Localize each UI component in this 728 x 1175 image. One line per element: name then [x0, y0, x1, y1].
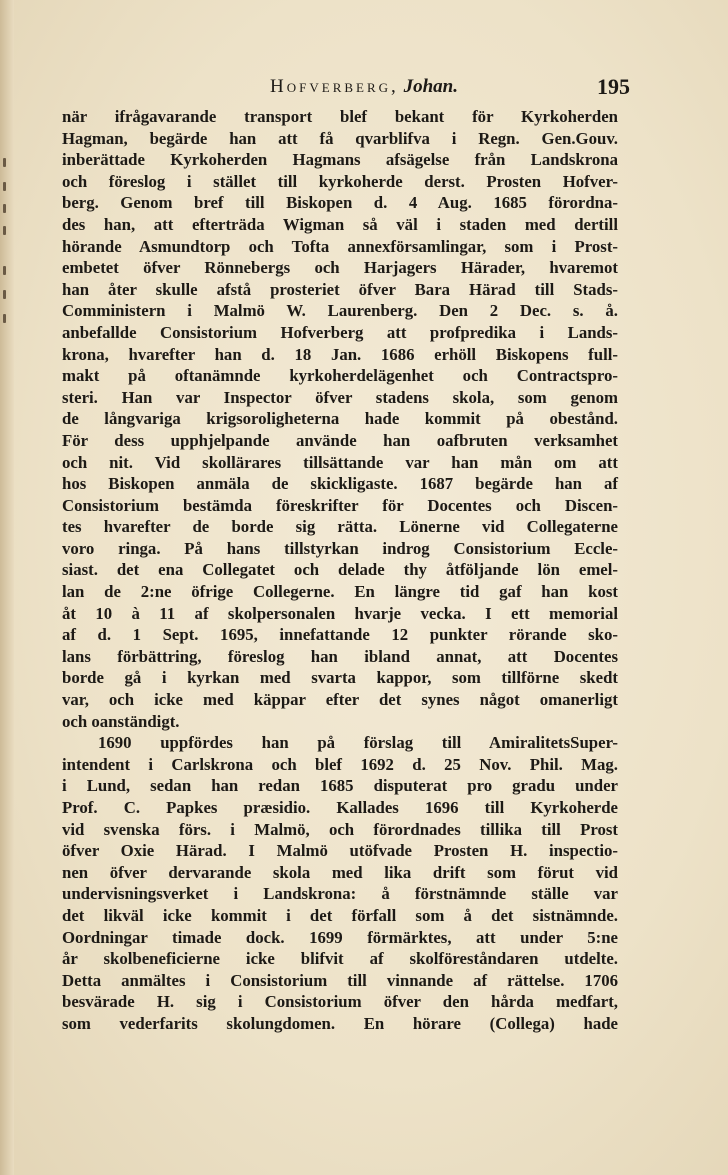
- text-line: För dess upphjelpande använde han oafbruten verksamhet: [62, 430, 618, 450]
- text-line: tes hvarefter de borde sig rätta. Lönerne vid Collegaterne: [62, 517, 618, 537]
- text-line: siast. det ena Collegatet och delade thy åtföljande lön emel-: [62, 560, 618, 580]
- text-line: i Lund, sedan han redan 1685 disputerat pro gradu under: [62, 776, 618, 796]
- text-line: och oanständigt.: [62, 711, 180, 731]
- text-line: borde gå i kyrkan med svarta kappor, som tillförne skedt: [62, 668, 618, 688]
- margin-mark: [3, 314, 6, 323]
- text-line: och nit. Vid skollärares tillsättande var han mån om att: [62, 452, 618, 472]
- text-line: han åter skulle afstå prosteriet öfver Bara Härad till Stads-: [62, 279, 618, 299]
- text-line: år skolbeneficierne icke blifvit af skolföreståndaren utdelte.: [62, 949, 618, 969]
- text-line: af d. 1 Sept. 1695, innefattande 12 punkter rörande sko-: [62, 625, 618, 645]
- text-line: makt på oftanämnde kyrkoherdelägenhet och Contractspro-: [62, 366, 618, 386]
- text-line: lan de 2:ne öfrige Collegerne. En längre tid gaf han kost: [62, 582, 618, 602]
- margin-mark: [3, 226, 6, 235]
- body-text: [62, 106, 618, 1035]
- text-line: 1690 uppfördes han på förslag till AmiralitetsSuper-: [98, 733, 618, 753]
- text-line: och föreslog i stället till kyrkoherde derst. Prosten Hofver-: [62, 171, 618, 191]
- text-line: hos Biskopen anmäla de skickligaste. 1687 begärde han af: [62, 474, 618, 494]
- text-line: hörande Asmundtorp och Tofta annexförsamlingar, som i Prost-: [62, 236, 618, 256]
- text-line: Comministern i Malmö W. Laurenberg. Den 2 Dec. s. å.: [62, 301, 618, 321]
- text-line: Detta anmältes i Consistorium till vinnande af rättelse. 1706: [62, 970, 618, 990]
- text-line: anbefallde Consistorium Hofverberg att profpredika i Lands-: [62, 322, 618, 342]
- text-line: berg. Genom bref till Biskopen d. 4 Aug. 1685 förordna-: [62, 193, 618, 213]
- text-line: intendent i Carlskrona och blef 1692 d. 25 Nov. Phil. Mag.: [62, 754, 618, 774]
- page-spine-edge: [0, 0, 14, 1175]
- text-line: krona, hvarefter han d. 18 Jan. 1686 erhöll Biskopens full-: [62, 344, 618, 364]
- text-line: undervisningsverket i Landskrona: å förstnämnde ställe var: [62, 884, 618, 904]
- text-line: Consistorium bestämda föreskrifter för Docentes och Discen-: [62, 495, 618, 515]
- text-line: åt 10 à 11 af skolpersonalen hvarje vecka. I ett memorial: [62, 603, 618, 623]
- text-line: som vederfarits skolungdomen. En hörare (Collega) hade: [62, 1013, 618, 1033]
- page-number: 195: [597, 74, 630, 99]
- margin-mark: [3, 158, 6, 167]
- text-line: besvärade H. sig i Consistorium öfver den hårda medfart,: [62, 992, 618, 1012]
- text-line: voro ringa. På hans tillstyrkan indrog Consistorium Eccle-: [62, 538, 618, 558]
- margin-mark: [3, 266, 6, 275]
- text-line: Oordningar timade dock. 1699 förmärktes, att under 5:ne: [62, 927, 618, 947]
- text-line: Hagman, begärde han att få qvarblifva i Regn. Gen.Gouv.: [62, 128, 618, 148]
- text-line: vid svenska förs. i Malmö, och förordnades tillika till Prost: [62, 819, 618, 839]
- text-line: inberättade Kyrkoherden Hagmans afsägelse från Landskrona: [62, 150, 618, 170]
- margin-mark: [3, 204, 6, 213]
- text-line: när ifrågavarande transport blef bekant för Kyrkoherden: [62, 107, 618, 126]
- text-line: lans förbättring, föreslog han ibland annat, att Docentes: [62, 646, 618, 666]
- margin-mark: [3, 182, 6, 191]
- text-line: nen öfver dervarande skola med lika drift som förut vid: [62, 862, 618, 882]
- text-line: des han, att efterträda Wigman så väl i staden med dertill: [62, 214, 618, 234]
- text-line: steri. Han var Inspector öfver stadens skola, som genom: [62, 387, 618, 407]
- text-line: det likväl icke kommit i det förfall som å det sistnämnde.: [62, 905, 618, 925]
- page-header: [0, 74, 728, 104]
- running-head-surname: Hofverberg,: [270, 76, 399, 97]
- text-line: de långvariga krigsoroligheterna hade kommit på obestånd.: [62, 409, 618, 429]
- text-line: embetet öfver Rönnebergs och Harjagers Härader, hvaremot: [62, 258, 618, 278]
- text-line: öfver Oxie Härad. I Malmö utöfvade Prosten H. inspectio-: [62, 841, 618, 861]
- text-line: Prof. C. Papkes præsidio. Kallades 1696 till Kyrkoherde: [62, 798, 618, 817]
- text-line: var, och icke med käppar efter det synes något omanerligt: [62, 690, 618, 710]
- running-head-given-name: Johan.: [403, 76, 458, 97]
- margin-mark: [3, 290, 6, 299]
